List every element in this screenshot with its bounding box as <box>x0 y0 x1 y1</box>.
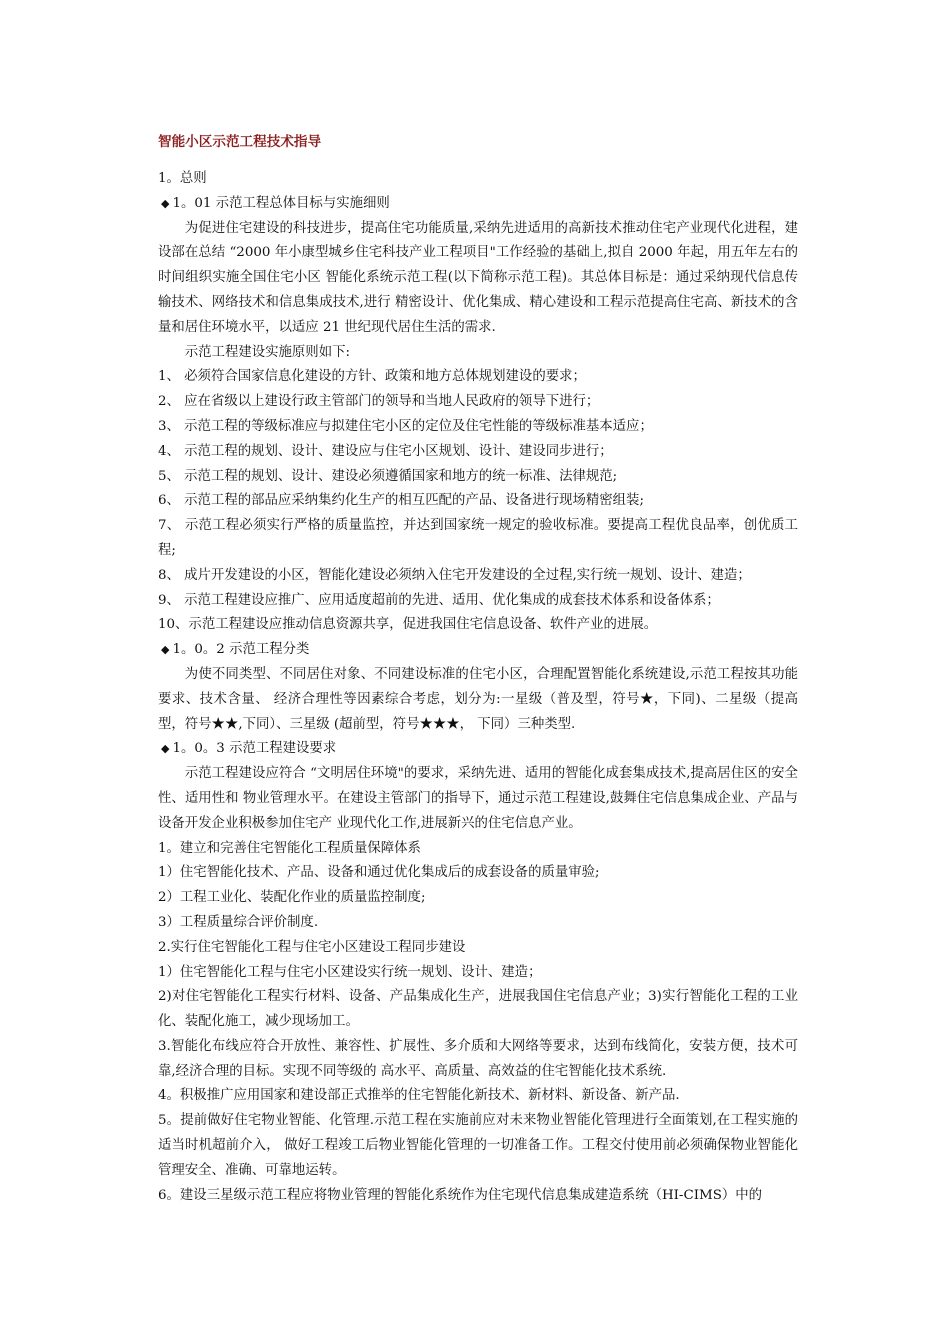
paragraph-text: 1。0。3 示范工程建设要求 <box>172 741 337 757</box>
paragraph-text: 4。积极推广应用国家和建设部正式推举的住宅智能化新技术、新材料、新设备、新产品. <box>158 1088 680 1104</box>
paragraph-text: 2.实行住宅智能化工程与住宅小区建设工程同步建设 <box>158 939 466 955</box>
paragraph-text: 1、 必须符合国家信息化建设的方针、政策和地方总体规划建设的要求； <box>158 369 586 385</box>
paragraph-text: 3）工程质量综合评价制度. <box>158 914 319 930</box>
paragraph-text: 1。总则 <box>158 171 207 186</box>
paragraph-text: 5。提前做好住宅物业智能、化管理.示范工程在实施前应对未来物业智能化管理进行全面策划,在工程实施的适当时机超前介入， 做好工程竣工后物业智能化管理的一切准备工作。工程交付使用前必须确保物业智能化管理安全、准确、可靠地运转。 <box>158 1113 798 1178</box>
paragraph-text: 为使不同类型、不同居住对象、不同建设标准的住宅小区，合理配置智能化系统建设,示范工程按其功能要求、技术含量、 经济合理性等因素综合考虑，划分为:一星级（普及型，符号★，下同)、二星级（提高型，符号★★,下同）、三星级 (超前型，符号★★★， 下同）三种类型. <box>158 666 798 732</box>
paragraph <box>158 589 798 614</box>
paragraph-text: 2、 应在省级以上建设行政主管部门的领导和当地人民政府的领导下进行； <box>158 394 600 410</box>
paragraph <box>158 911 798 936</box>
paragraph <box>158 217 798 341</box>
paragraph-text: 6。建设三星级示范工程应将物业管理的智能化系统作为住宅现代信息集成建造系统（HI-CIMS）中的 <box>158 1187 763 1203</box>
paragraph <box>158 886 798 911</box>
paragraph-text: 5、 示范工程的规划、设计、建设必须遵循国家和地方的统一标准、法律规范; <box>158 468 618 484</box>
paragraph <box>158 1184 798 1209</box>
diamond-bullet-icon: ◆ <box>161 742 170 756</box>
document-page <box>158 128 798 1208</box>
paragraph-text: 为促进住宅建设的科技进步，提高住宅功能质量,采纳先进适用的高新技术推动住宅产业现代化进程，建设部在总结 “2000 年小康型城乡住宅科技产业工程项目"工作经验的基础上,拟自 2000 年起，用五年左右的时间组织实施全国住宅小区 智能化系统示范工程(以下简称示范工程)。其总体目标是：通过采纳现代信息传输技术、网络技术和信息集成技术,进行 精密设计、优化集成、精心建设和工程示范提高住宅高、新技术的含量和居住环境水平，以适应 21 世纪现代居住生活的需求. <box>158 220 798 335</box>
paragraph <box>158 415 798 440</box>
paragraph <box>158 1109 798 1183</box>
section-heading <box>158 638 798 663</box>
paragraph <box>158 936 798 961</box>
paragraph-text: 2)对住宅智能化工程实行材料、设备、产品集成化生产，进展我国住宅信息产业；3)实行智能化工程的工业化、装配化施工，减少现场加工。 <box>158 989 798 1030</box>
paragraph-text: 1）住宅智能化工程与住宅小区建设实行统一规划、设计、建造； <box>158 964 542 980</box>
paragraph-text: 10、示范工程建设应推动信息资源共享，促进我国住宅信息设备、软件产业的进展。 <box>158 617 658 633</box>
paragraph <box>158 663 798 737</box>
section-heading <box>158 192 798 217</box>
paragraph-text: 9、 示范工程建设应推广、应用适度超前的先进、适用、优化集成的成套技术体系和设备体系； <box>158 592 720 608</box>
paragraph <box>158 564 798 589</box>
paragraph <box>158 1084 798 1109</box>
paragraph <box>158 365 798 390</box>
paragraph <box>158 514 798 564</box>
paragraph-text: 2）工程工业化、装配化作业的质量监控制度; <box>158 890 426 906</box>
paragraph <box>158 440 798 465</box>
paragraph-text: 4、 示范工程的规划、设计、建设应与住宅小区规划、设计、建设同步进行； <box>158 443 613 459</box>
paragraph-text: 1。0。2 示范工程分类 <box>172 642 310 658</box>
paragraph-text: 1。建立和完善住宅智能化工程质量保障体系 <box>158 840 421 856</box>
paragraph-text: 6、 示范工程的部品应采纳集约化生产的相互匹配的产品、设备进行现场精密组装; <box>158 493 644 509</box>
paragraph-text: 3.智能化布线应符合开放性、兼容性、扩展性、多介质和大网络等要求，达到布线简化，安装方便，技术可靠,经济合理的目标。实现不同等级的 高水平、高质量、高效益的住宅智能化技术系统. <box>158 1038 798 1079</box>
diamond-bullet-icon: ◆ <box>161 643 170 657</box>
paragraph <box>158 613 798 638</box>
document-body <box>158 167 798 1208</box>
paragraph <box>158 489 798 514</box>
paragraph-text: 1）住宅智能化技术、产品、设备和通过优化集成后的成套设备的质量审验; <box>158 865 600 881</box>
paragraph-text: 3、 示范工程的等级标准应与拟建住宅小区的定位及住宅性能的等级标准基本适应； <box>158 418 653 434</box>
paragraph-text: 8、 成片开发建设的小区，智能化建设必须纳入住宅开发建设的全过程,实行统一规划、设计、建造； <box>158 567 751 583</box>
paragraph-text: 示范工程建设应符合 “文明居住环境"的要求，采纳先进、适用的智能化成套集成技术,提高居住区的安全性、适用性和 物业管理水平。在建设主管部门的指导下，通过示范工程建设,鼓舞住宅信息集成企业、产品与设备开发企业积极参加住宅产 业现代化工作,进展新兴的住宅信息产业。 <box>158 766 798 831</box>
paragraph-text: 示范工程建设实施原则如下: <box>184 344 350 360</box>
document-title: 智能小区示范工程技术指导 <box>158 134 322 150</box>
paragraph <box>158 1035 798 1085</box>
paragraph <box>158 985 798 1035</box>
diamond-bullet-icon: ◆ <box>161 196 170 210</box>
paragraph <box>158 861 798 886</box>
paragraph <box>158 167 798 192</box>
section-heading <box>158 737 798 762</box>
paragraph-text: 1。01 示范工程总体目标与实施细则 <box>172 195 390 211</box>
paragraph <box>158 465 798 490</box>
paragraph <box>158 390 798 415</box>
paragraph <box>158 961 798 986</box>
paragraph <box>158 762 798 836</box>
paragraph-text: 7、 示范工程必须实行严格的质量监控，并达到国家统一规定的验收标准。要提高工程优良品率，创优质工程; <box>158 518 798 558</box>
paragraph <box>158 837 798 862</box>
paragraph <box>158 341 798 366</box>
